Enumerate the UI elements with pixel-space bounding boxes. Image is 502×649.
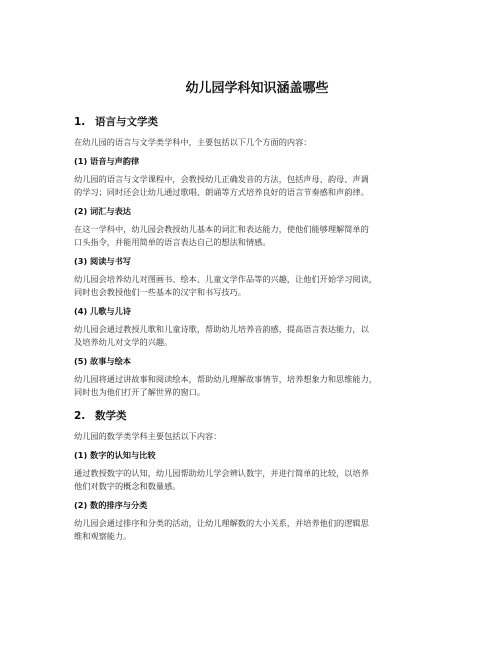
paragraph-line: 幼儿园会通过教授儿歌和儿童诗歌，帮助幼儿培养音韵感，提高语言表达能力，以 [74,324,369,334]
subsection-number: (1) [74,450,88,460]
subsection-title: 词汇与表达 [90,206,131,216]
paragraph-line: 在这一学科中，幼儿园会教授幼儿基本的词汇和表达能力，使他们能够理解简单的 [74,224,369,234]
subsection-heading [74,155,440,167]
section-intro: 在幼儿园的语言与文学类学科中，主要包括以下几个方面的内容： [74,137,312,147]
paragraph-line: 维和观察能力。 [74,531,132,541]
paragraph-line: 幼儿园会通过排序和分类的活动，让幼儿理解数的大小关系，并培养他们的逻辑思 [74,518,369,528]
subsection-number: (3) [74,256,88,266]
paragraph-line: 口头指令，并能用简单的语言表达自己的想法和情感。 [74,237,271,247]
section-heading [74,115,440,129]
section-intro: 幼儿园的数学类学科主要包括以下内容： [74,431,222,441]
subsection-pronunciation [74,155,440,199]
paragraph-line: 的学习；同时还会让幼儿通过歌唱、朗诵等方式培养良好的语言节奏感和声韵律。 [74,187,369,197]
subsection-vocabulary [74,205,440,249]
subsection-heading [74,255,440,267]
subsection-title: 数的排序与分类 [90,500,148,510]
subsection-nursery-rhymes [74,305,440,349]
subsection-heading [74,449,440,461]
section-number: 2. [74,410,86,422]
subsection-heading [74,205,440,217]
section-language-literature [74,115,440,399]
subsection-heading [74,499,440,511]
document-title: 幼儿园学科知识涵盖哪些 [185,81,329,96]
subsection-heading [74,355,440,367]
subsection-title: 故事与绘本 [90,356,131,366]
subsection-number: (4) [74,306,88,316]
subsection-title: 儿歌与儿诗 [90,306,131,316]
paragraph-line: 幼儿园的语言与文学课程中，会教授幼儿正确发音的方法，包括声母、韵母、声调 [74,174,369,184]
subsection-number: (2) [74,206,88,216]
paragraph-line: 幼儿园将通过讲故事和阅读绘本，帮助幼儿理解故事情节，培养想象力和思维能力， [74,374,377,384]
subsection-number: (5) [74,356,88,366]
paragraph-line: 幼儿园会培养幼儿对图画书、绘本、儿童文学作品等的兴趣，让他们开始学习阅读， [74,274,377,284]
paragraph-line: 同时也为他们打开了解世界的窗口。 [74,387,206,397]
subsection-number: (2) [74,500,88,510]
subsection-number-recognition [74,449,440,493]
section-heading [74,409,440,423]
paragraph-line: 他们对数字的概念和数量感。 [74,481,181,491]
subsection-title: 数字的认知与比较 [90,450,156,460]
section-number: 1. [74,116,86,128]
subsection-sorting-classification [74,499,440,543]
subsection-number: (1) [74,156,88,166]
paragraph-line: 通过教授数字的认知，幼儿园帮助幼儿学会辨认数字，并进行简单的比较，以培养 [74,468,369,478]
paragraph-line: 同时也会教授他们一些基本的汉字和书写技巧。 [74,287,246,297]
subsection-heading [74,305,440,317]
subsection-title: 阅读与书写 [90,256,131,266]
paragraph-line: 及培养幼儿对文学的兴趣。 [74,337,173,347]
subsection-stories-picture-books [74,355,440,399]
subsection-reading-writing [74,255,440,299]
section-title: 语言与文学类 [95,116,158,128]
section-title: 数学类 [95,410,127,422]
subsection-title: 语音与声韵律 [90,156,140,166]
section-mathematics [74,409,440,543]
